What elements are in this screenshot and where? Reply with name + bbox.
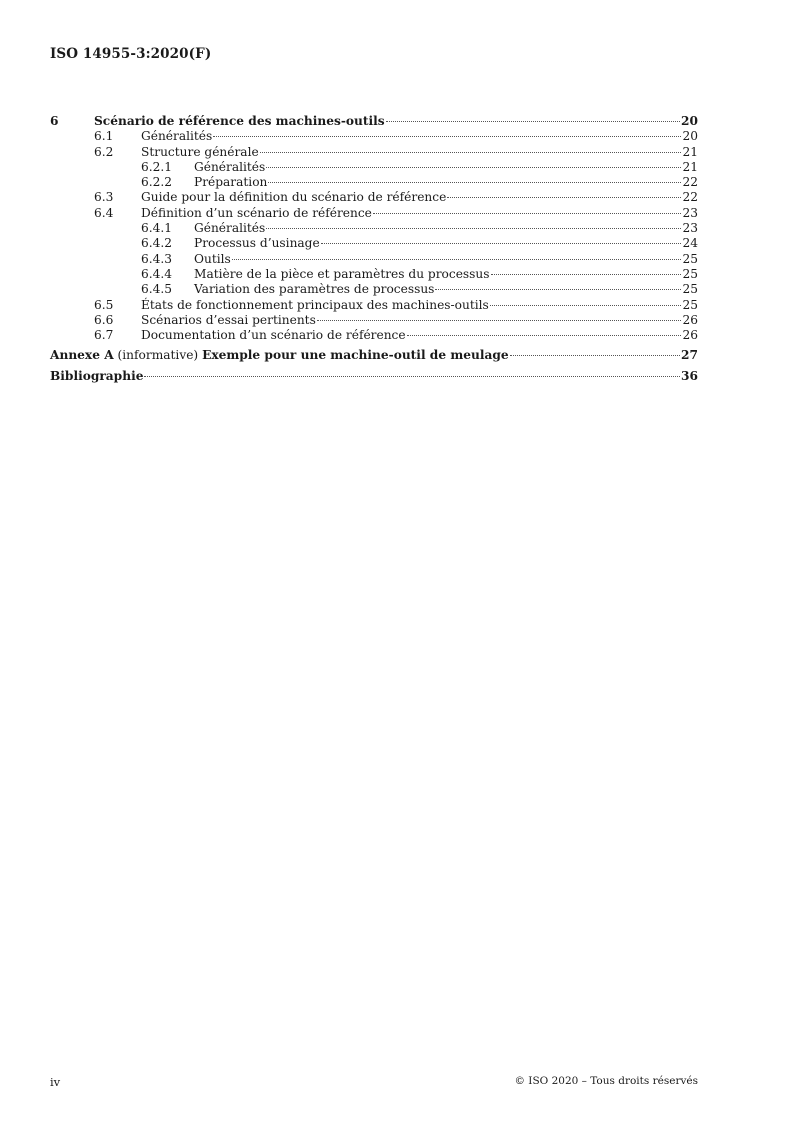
toc-page: 25: [682, 251, 698, 266]
toc-title: Structure générale: [141, 144, 259, 159]
toc-leader: [260, 152, 682, 153]
toc-title: Généralités: [194, 221, 266, 236]
toc-leader: [317, 320, 682, 321]
toc-number: 6.4.4: [141, 266, 173, 281]
toc-leader: [373, 213, 682, 214]
toc-title: Scénario de référence des machines-outils: [94, 114, 385, 128]
toc-number: 6.7: [94, 328, 114, 343]
toc-leader: [490, 305, 682, 306]
toc-leader: [435, 289, 681, 290]
toc-leader: [321, 243, 682, 244]
toc-entry-6-6[interactable]: [50, 313, 698, 328]
toc-title: Généralités: [141, 129, 213, 144]
toc-page: 23: [682, 205, 698, 220]
toc-entry-6-4-3[interactable]: [50, 252, 698, 267]
toc-number: 6.3: [94, 190, 114, 205]
toc-entry-annex-a[interactable]: [50, 348, 698, 363]
toc-leader: [268, 182, 681, 183]
toc-title: Généralités: [194, 159, 266, 174]
toc-leader: [447, 197, 681, 198]
toc-entry-6-1[interactable]: [50, 129, 698, 144]
toc-number: 6.2: [94, 144, 114, 159]
toc-entry-6-4-1[interactable]: [50, 221, 698, 236]
toc-title: Préparation: [194, 175, 268, 190]
toc-title: Outils: [194, 251, 231, 266]
toc-page: 21: [682, 159, 698, 174]
toc-page: 26: [682, 328, 698, 343]
toc-title: Variation des paramètres de processus: [194, 282, 435, 297]
toc-entry-6-4-4[interactable]: [50, 267, 698, 282]
toc-number: 6.2.1: [141, 159, 173, 174]
toc-leader: [144, 376, 680, 377]
toc-leader: [213, 136, 681, 137]
toc-entry-6-5[interactable]: [50, 298, 698, 313]
toc-number: 6.4: [94, 205, 114, 220]
table-of-contents: [50, 114, 698, 384]
page-number: iv: [50, 1075, 61, 1089]
copyright-notice: © ISO 2020 – Tous droits réservés: [514, 1075, 698, 1087]
toc-page: 22: [682, 190, 698, 205]
toc-number: 6.4.2: [141, 236, 173, 251]
toc-leader: [407, 335, 682, 336]
toc-title: Définition d’un scénario de référence: [141, 205, 372, 220]
toc-number: 6.6: [94, 312, 114, 327]
toc-entry-6-4-5[interactable]: [50, 282, 698, 297]
toc-entry-bibliography[interactable]: [50, 369, 698, 384]
toc-title: Matière de la pièce et paramètres du processus: [194, 266, 490, 281]
toc-page: 22: [682, 175, 698, 190]
toc-title: Guide pour la définition du scénario de référence: [141, 190, 447, 205]
annex-label: Annexe A: [50, 348, 114, 363]
toc-page: 25: [682, 282, 698, 297]
annex-qualifier: (informative): [113, 348, 203, 363]
toc-leader: [266, 167, 681, 168]
toc-page: 27: [681, 348, 698, 363]
toc-page: 26: [682, 312, 698, 327]
toc-entry-6-2[interactable]: [50, 145, 698, 160]
toc-number: 6.4.3: [141, 251, 173, 266]
document-id-header: ISO 14955-3:2020(F): [50, 46, 212, 62]
toc-number: 6.1: [94, 129, 114, 144]
toc-number: 6.5: [94, 297, 114, 312]
toc-page: 21: [682, 144, 698, 159]
toc-leader: [491, 274, 682, 275]
toc-page: 20: [682, 129, 698, 144]
toc-page: 20: [681, 114, 698, 128]
toc-page: 25: [682, 266, 698, 281]
toc-leader: [232, 259, 682, 260]
toc-entry-6-4-2[interactable]: [50, 236, 698, 251]
toc-title: Scénarios d’essai pertinents: [141, 312, 316, 327]
toc-entry-6-3[interactable]: [50, 190, 698, 205]
toc-entry-6-2-1[interactable]: [50, 160, 698, 175]
toc-page: 24: [682, 236, 698, 251]
toc-entry-6-7[interactable]: [50, 328, 698, 343]
annex-title: Exemple pour une machine-outil de meulage: [202, 348, 509, 363]
toc-leader: [266, 228, 681, 229]
toc-title: Processus d’usinage: [194, 236, 320, 251]
toc-page: 25: [682, 297, 698, 312]
toc-title: Bibliographie: [50, 368, 144, 383]
toc-entry-6-4[interactable]: [50, 206, 698, 221]
toc-title: [50, 348, 509, 363]
toc-leader: [510, 355, 680, 356]
toc-page: 23: [682, 221, 698, 236]
toc-title: États de fonctionnement principaux des machines-outils: [141, 297, 489, 312]
toc-title: Documentation d’un scénario de référence: [141, 328, 406, 343]
toc-entry-6[interactable]: [50, 114, 698, 129]
toc-number: 6.2.2: [141, 175, 173, 190]
toc-entry-6-2-2[interactable]: [50, 175, 698, 190]
toc-number: 6.4.1: [141, 221, 173, 236]
toc-leader: [386, 121, 680, 122]
toc-number: 6.4.5: [141, 282, 173, 297]
toc-number: 6: [50, 114, 59, 128]
toc-page: 36: [681, 368, 698, 383]
